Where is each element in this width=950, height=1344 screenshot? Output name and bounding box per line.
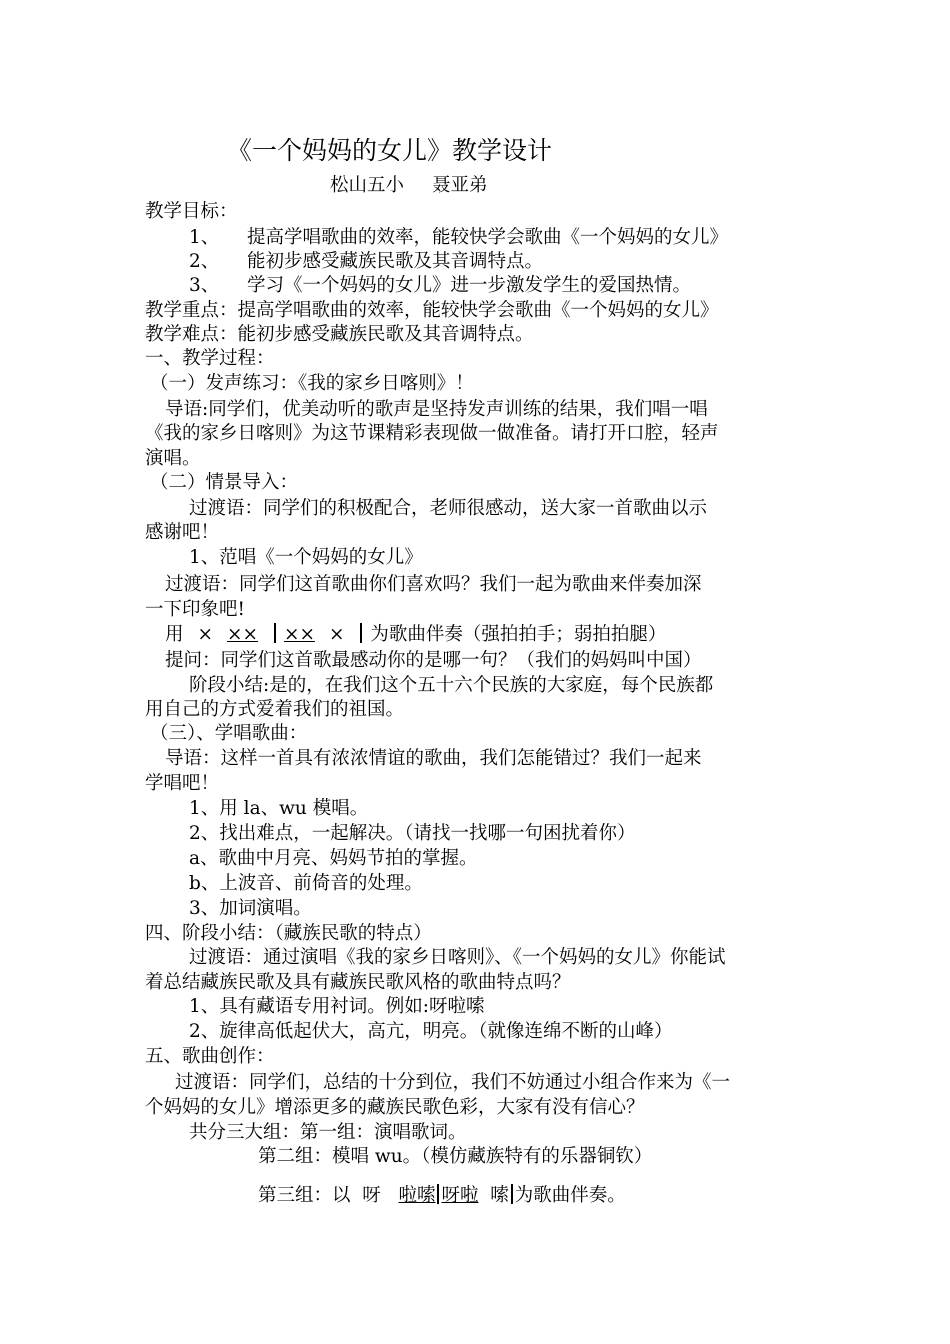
bar-line xyxy=(274,623,276,643)
author-name: 聂亚弟 xyxy=(432,175,488,196)
difficulty: 教学难点：能初步感受藏族民歌及其音调特点。 xyxy=(145,324,534,345)
paragraph-line: 1、范唱《一个妈妈的女儿》 xyxy=(189,547,423,568)
paragraph-line: 感谢吧！ xyxy=(145,522,220,543)
section-heading: （一）发声练习：《我的家乡日喀则》！ xyxy=(150,373,474,394)
list-item: b、上波音、前倚音的处理。 xyxy=(189,873,423,894)
paragraph-line: 过渡语：同学们的积极配合，老师很感动，送大家一首歌曲以示 xyxy=(189,498,708,519)
list-item: 2、旋律高低起伏大，高亢，明亮。（就像连绵不断的山峰） xyxy=(189,1021,673,1042)
paragraph-line: 导语：这样一首具有浓浓情谊的歌曲，我们怎能错过？我们一起来 xyxy=(165,748,702,769)
author-line xyxy=(330,174,488,198)
paragraph-line: 《我的家乡日喀则》为这节课精彩表现做一做准备。请打开口腔，轻声 xyxy=(145,423,719,444)
list-item: a、歌曲中月亮、妈妈节拍的掌握。 xyxy=(189,848,478,869)
list-item: 2、找出难点，一起解决。（请找一找哪一句困扰着你） xyxy=(189,823,636,844)
section-heading: （三）、学唱歌曲： xyxy=(150,723,308,744)
paragraph-line: 个妈妈的女儿》增添更多的藏族民歌色彩，大家有没有信心？ xyxy=(145,1097,645,1118)
paragraph-line: 导语:同学们，优美动听的歌声是坚持发声训练的结果，我们唱一唱 xyxy=(165,399,708,420)
process-heading: 一、教学过程： xyxy=(145,348,275,369)
bar-line xyxy=(360,623,362,643)
group-line: 第二组：模唱 wu。（模仿藏族特有的乐器铜钦） xyxy=(258,1146,653,1167)
bar-line xyxy=(511,1184,513,1204)
paragraph-line: 学唱吧！ xyxy=(145,773,220,794)
document-title: 《一个妈妈的女儿》教学设计 xyxy=(227,136,553,165)
paragraph-line: 过渡语：通过演唱《我的家乡日喀则》、《一个妈妈的女儿》你能试 xyxy=(189,947,726,968)
group-line: 共分三大组：第一组：演唱歌词。 xyxy=(189,1122,467,1143)
paragraph-line: 用自己的方式爱着我们的祖国。 xyxy=(145,699,405,720)
list-item: 1、具有藏语专用衬词。例如:呀啦嗦 xyxy=(189,996,485,1017)
paragraph-line: 过渡语：同学们，总结的十分到位，我们不妨通过小组合作来为《一 xyxy=(175,1072,731,1093)
paragraph-line: 一下印象吧! xyxy=(145,599,245,620)
list-item: 1、用 la、wu 模唱。 xyxy=(189,798,369,819)
key-point: 教学重点：提高学唱歌曲的效率，能较快学会歌曲《一个妈妈的女儿》 xyxy=(145,300,719,321)
goal-item: 1、 提高学唱歌曲的效率，能较快学会歌曲《一个妈妈的女儿》 xyxy=(189,227,729,248)
paragraph-line: 提问：同学们这首歌最感动你的是哪一句？（我们的妈妈叫中国） xyxy=(165,650,702,671)
section-heading: （二）情景导入： xyxy=(150,472,299,493)
goal-item: 2、 能初步感受藏族民歌及其音调特点。 xyxy=(189,251,544,272)
author-school: 松山五小 xyxy=(330,175,405,196)
bar-line xyxy=(437,1184,439,1204)
goals-heading: 教学目标： xyxy=(145,201,238,222)
goal-item: 3、 学习《一个妈妈的女儿》进一步激发学生的爱国热情。 xyxy=(189,275,692,296)
paragraph-line: 阶段小结:是的，在我们这个五十六个民族的大家庭，每个民族都 xyxy=(189,675,714,696)
paragraph-line: 过渡语：同学们这首歌曲你们喜欢吗？我们一起为歌曲来伴奏加深 xyxy=(165,574,702,595)
paragraph-line: 着总结藏族民歌及具有藏族民歌风格的歌曲特点吗？ xyxy=(145,972,571,993)
section-heading: 五、歌曲创作： xyxy=(145,1046,275,1067)
paragraph-line: 演唱。 xyxy=(145,448,201,469)
rhythm-line: 用 × ×× ×× × 为歌曲伴奏（强拍拍手；弱拍拍腿） xyxy=(165,624,667,645)
section-heading: 四、阶段小结：（藏族民歌的特点） xyxy=(145,923,432,944)
list-item: 3、加词演唱。 xyxy=(189,898,312,919)
group-line-accompaniment: 第三组：以 呀 啦嗦 呀啦 嗦 为歌曲伴奏。 xyxy=(258,1185,626,1206)
